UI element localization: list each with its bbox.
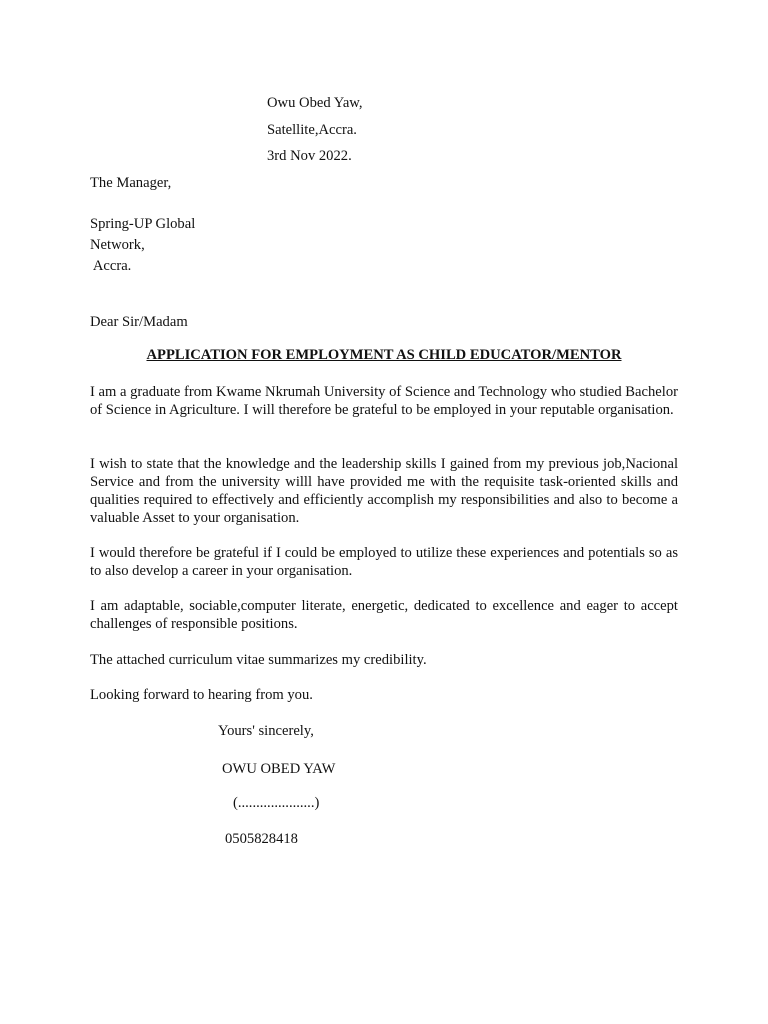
salutation: Dear Sir/Madam bbox=[90, 314, 188, 330]
recipient-org-line2: Network, bbox=[90, 237, 145, 253]
signatory-name: OWU OBED YAW bbox=[222, 761, 336, 777]
valediction: Yours' sincerely, bbox=[218, 723, 314, 739]
phone-number: 0505828418 bbox=[225, 831, 298, 847]
recipient-city: Accra. bbox=[90, 258, 132, 274]
body-paragraph-1: I am a graduate from Kwame Nkrumah University of Science and Technology who studied Bachelor of Science in Agriculture. I will therefore be grateful to be employed in your reputable organisation. bbox=[90, 384, 678, 418]
letter-date: 3rd Nov 2022. bbox=[267, 148, 352, 164]
signature-placeholder: (.....................) bbox=[233, 795, 320, 811]
body-paragraph-5: The attached curriculum vitae summarizes my credibility. bbox=[90, 652, 427, 668]
recipient-title: The Manager, bbox=[90, 175, 172, 191]
body-paragraph-3: I would therefore be grateful if I could be employed to utilize these experiences and potentials so as to also develop a career in your organisation. bbox=[90, 545, 678, 579]
body-paragraph-4: I am adaptable, sociable,computer literate, energetic, dedicated to excellence and eager to accept challenges of responsible positions. bbox=[90, 598, 678, 632]
sender-name: Owu Obed Yaw, bbox=[267, 95, 363, 111]
sender-location: Satellite,Accra. bbox=[267, 122, 357, 138]
body-paragraph-6: Looking forward to hearing from you. bbox=[90, 687, 313, 703]
letter-subject: APPLICATION FOR EMPLOYMENT AS CHILD EDUCATOR/MENTOR bbox=[146, 347, 622, 363]
recipient-org-line1: Spring-UP Global bbox=[90, 216, 196, 232]
body-paragraph-2: I wish to state that the knowledge and the leadership skills I gained from my previous job,Nacional Service and from the university willl have provided me with the requisite task-oriented skills and qualities required to effectively and efficiently accomplish my responsibilities and also to become a valuable Asset to your organisation. bbox=[90, 456, 678, 526]
